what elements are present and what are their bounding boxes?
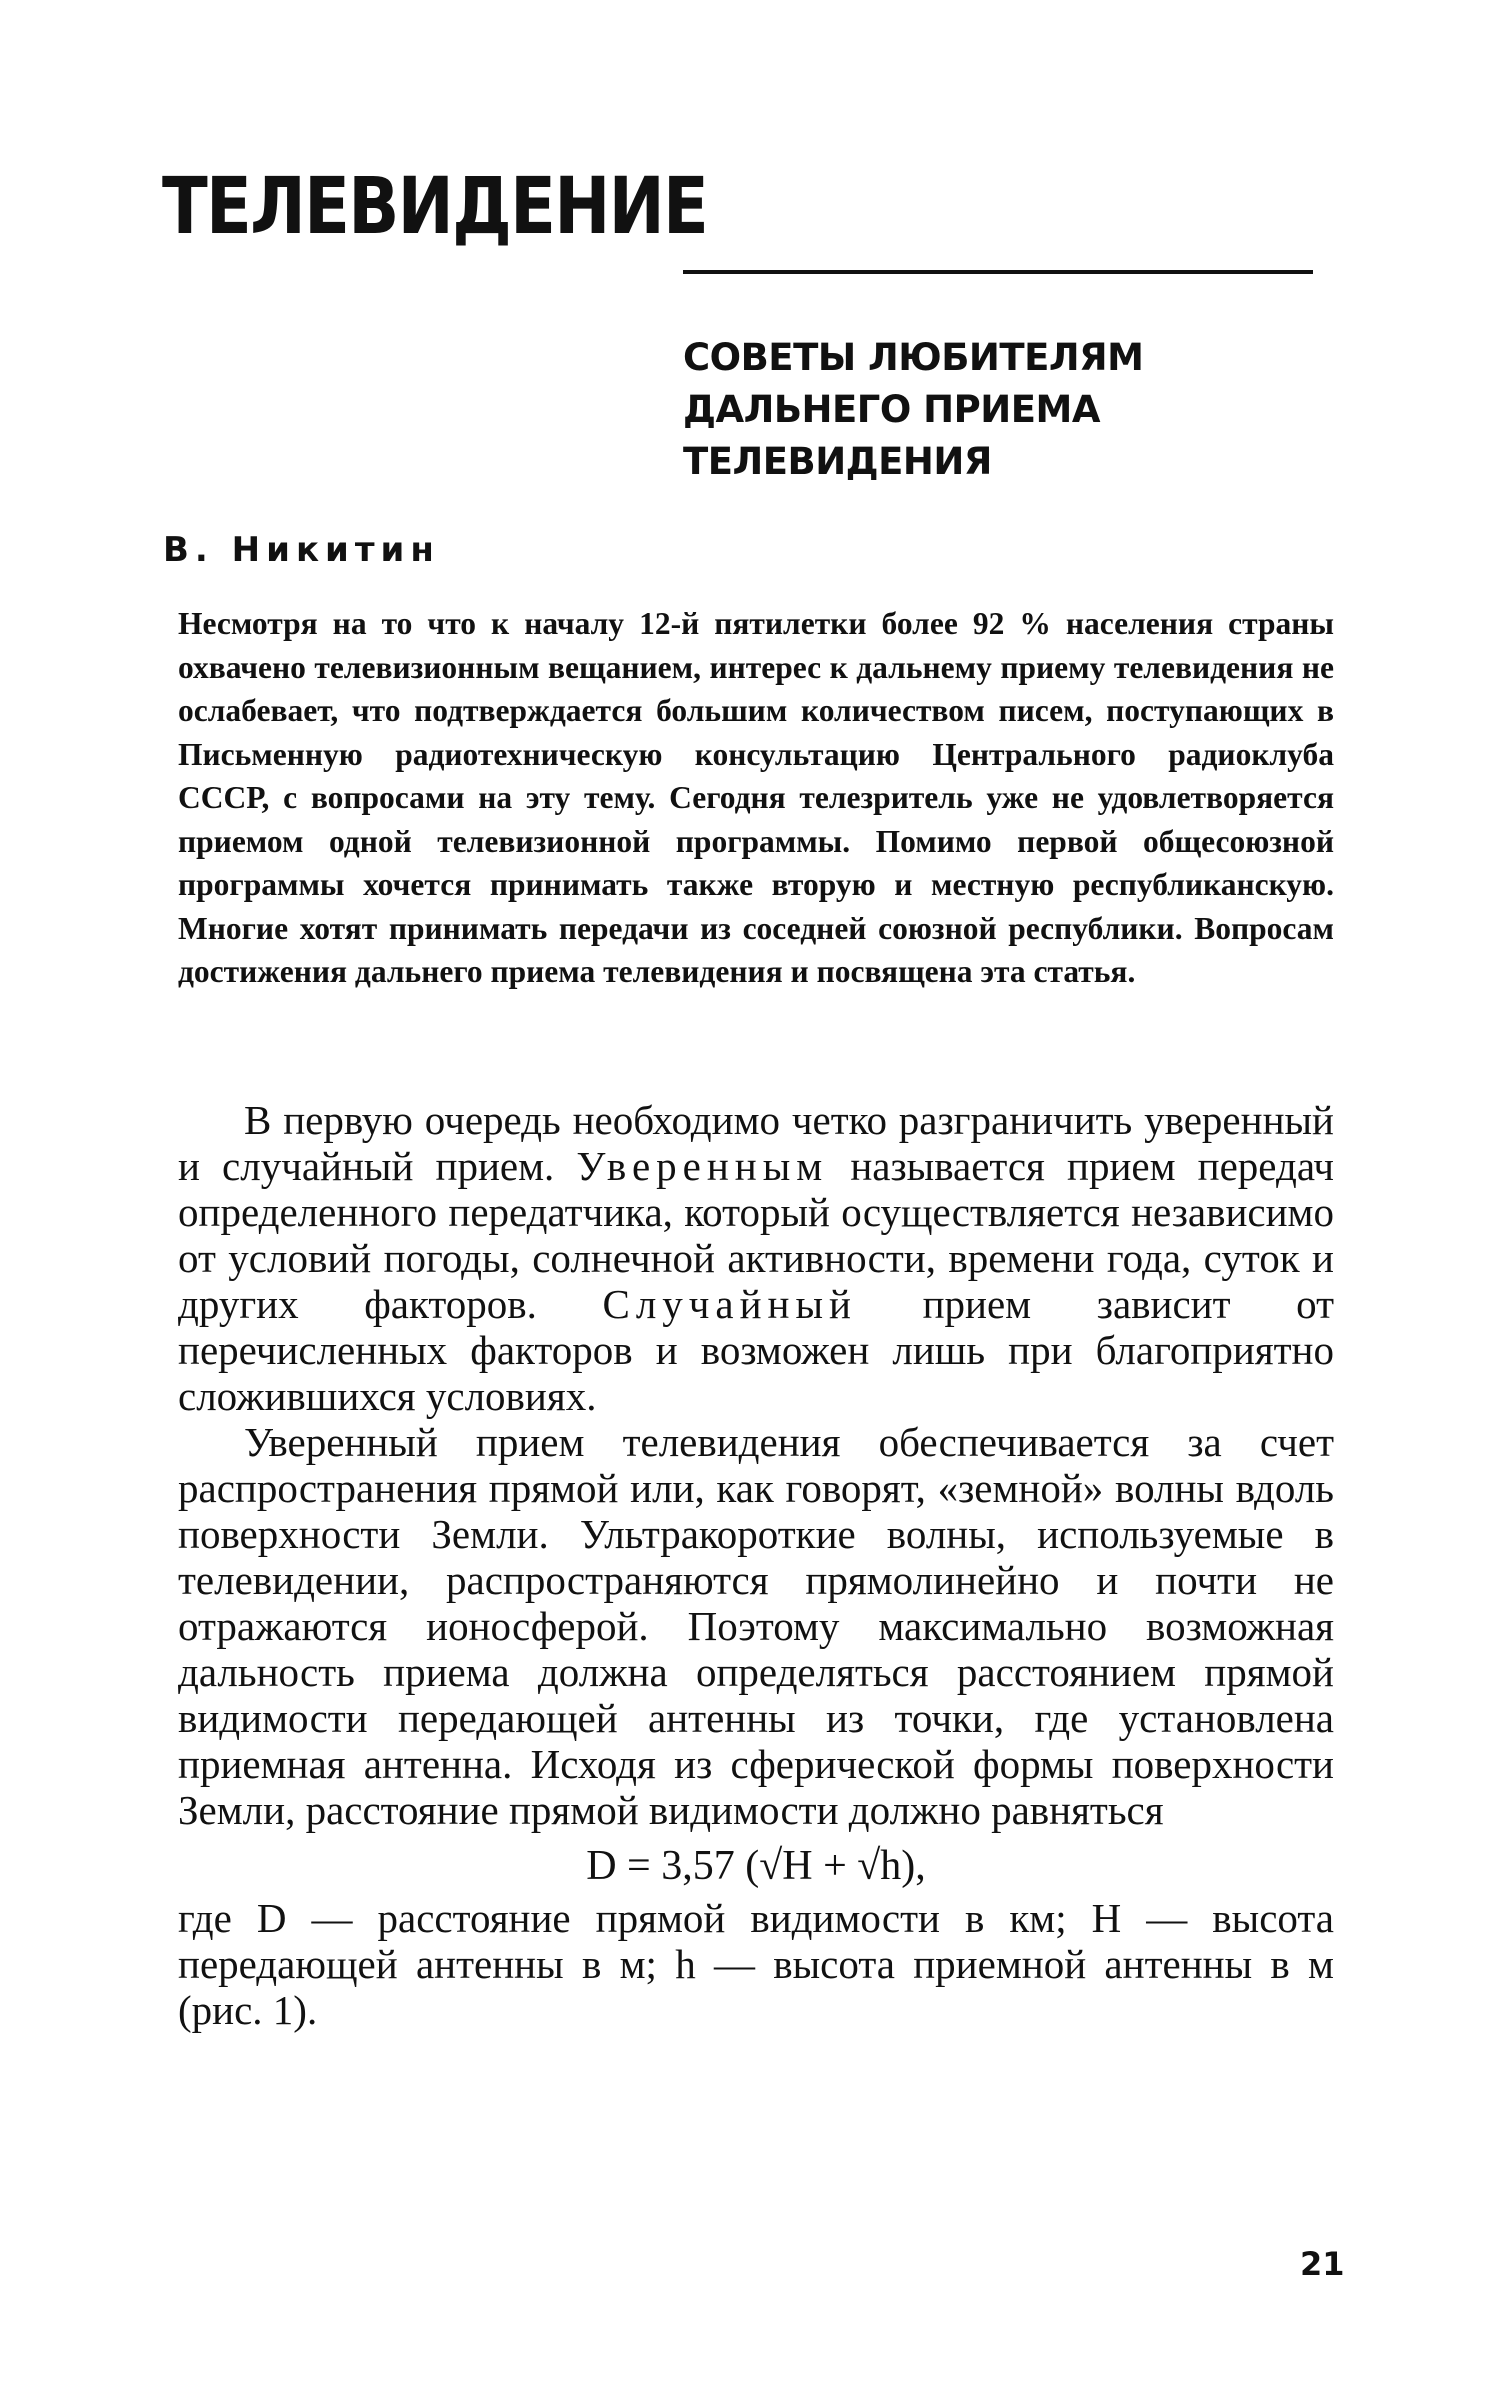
lead-paragraph: Несмотря на то что к началу 12-й пятилетки более 92 % населения страны охвачено телевизионным вещанием, интерес к дальнему приему телевидения не ослабевает, что подтверждается большим количеством писем, поступающих в Письменную радиотехническую консультацию Центрального радиоклуба СССР, с вопросами на эту тему. Сегодня телезритель уже не удовлетворяется приемом одной телевизионной программы. Помимо первой общесоюзной программы хочется принимать также вторую и местную республиканскую. Многие хотят принимать передачи из соседней союзной республики. Вопросам достижения дальнего приема телевидения и посвящена эта статья. <box>178 606 1334 989</box>
article-title <box>683 332 1143 488</box>
body-paragraph-1 <box>178 1097 1334 1419</box>
body-text-run: называется прием передач определенного передатчика, который осуществляется независимо от условий погоды, солнечной активности, времени года, суток и других факторов. <box>178 1143 1334 1327</box>
article-title-line: ДАЛЬНЕГО ПРИЕМА <box>683 388 1100 431</box>
title-rule <box>683 270 1313 274</box>
section-title: ТЕЛЕВИДЕНИЕ <box>162 162 708 252</box>
article-title-line: ТЕЛЕВИДЕНИЯ <box>683 440 992 483</box>
body-paragraph-3: где D — расстояние прямой видимости в км; H — высота передающей антенны в м; h — высота приемной антенны в м (рис. 1). <box>178 1895 1334 2033</box>
body-text-run: В первую очередь необходимо четко разграничить уверенный и случайный прием. <box>178 1097 1334 1189</box>
article-body <box>178 1097 1334 2033</box>
article-title-line: СОВЕТЫ ЛЮБИТЕЛЯМ <box>683 336 1144 379</box>
distance-formula: D = 3,57 (√H + √h), <box>586 1843 926 1889</box>
term-random: Случайный <box>602 1281 857 1327</box>
article-author: В. Никитин <box>163 530 440 570</box>
body-text-run: прием зависит от перечисленных факторов и возможен лишь при благоприятно сложившихся условиях. <box>178 1281 1334 1419</box>
term-confident: Уверенным <box>576 1143 829 1189</box>
body-paragraph-2: Уверенный прием телевидения обеспечивается за счет распространения прямой или, как говорят, «земной» волны вдоль поверхности Земли. Ультракороткие волны, используемые в телевидении, распространяются прямолинейно и почти не отражаются ионосферой. Поэтому максимально возможная дальность приема должна определяться расстоянием прямой видимости передающей антенны из точки, где установлена приемная антенна. Исходя из сферической формы поверхности Земли, расстояние прямой видимости должно равняться <box>178 1419 1334 1833</box>
page-number: 21 <box>1300 2245 1345 2283</box>
